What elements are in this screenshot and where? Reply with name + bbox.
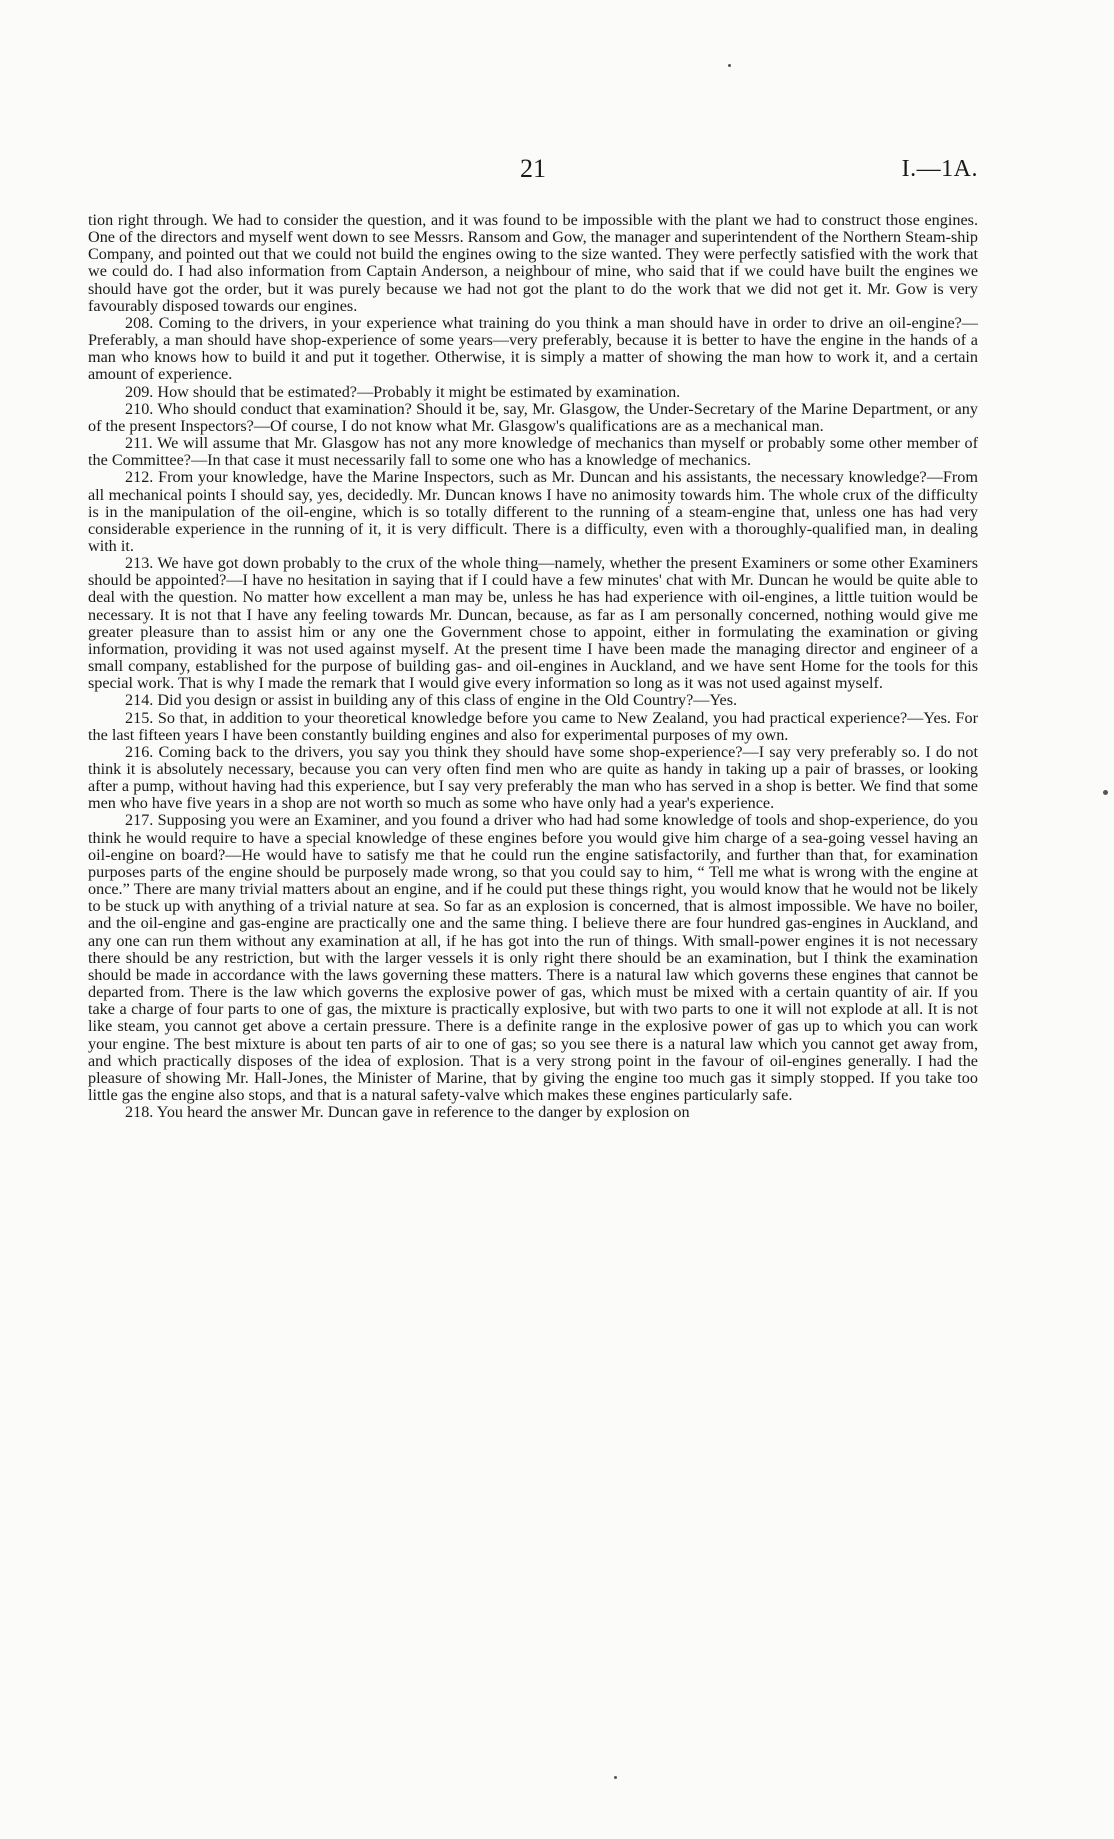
paragraph-216: 216. Coming back to the drivers, you say you think they should have some shop-experience?—I say very preferably so. I do not think it is absolutely necessary, because you can very often find men who are quite as handy in taking up a pair of brasses, or looking after a pump, without having had this experience, but I say very preferably the man who has served in a shop is better. We find that some men who have five years in a shop are not worth so much as some who have only had a year's experience. xyxy=(88,742,978,813)
paragraph-213: 213. We have got down probably to the crux of the whole thing—namely, whether the present Examiners or some other Examiners should be appointed?—I have no hesitation in saying that if I could have a few minutes' chat with Mr. Duncan he would be quite able to deal with the question. No matter how excellent a man may be, unless he has had experience with oil-engines, a little tuition would be necessary. It is not that I have any feeling towards Mr. Duncan, because, as far as I am personally concerned, nothing would give me greater pleasure than to assist him or any one the Government chose to appoint, either in formulating the examination or giving information, providing it was not used against myself. At the present time I have been made the managing director and engineer of a small company, established for the purpose of building gas- and oil-engines in Auckland, and we have sent Home for the tools for this special work. That is why I made the remark that I would give every information so long as it was not used against myself. xyxy=(88,554,978,693)
page-header xyxy=(88,154,978,188)
page-number: 21 xyxy=(520,154,546,183)
paragraph-212: 212. From your knowledge, have the Marine Inspectors, such as Mr. Duncan and his assistants, the necessary knowledge?—From all mechanical points I should say, yes, decidedly. Mr. Duncan knows I have no animosity towards him. The whole crux of the difficulty is in the manipulation of the oil-engine, which is so totally different to the running of a steam-engine that, unless one has had very considerable experience in the running of it, it is very difficult. There is a difficulty, even with a thoroughly-qualified man, in dealing with it. xyxy=(88,468,978,555)
body-text xyxy=(88,212,978,1121)
scan-speck xyxy=(614,1776,617,1779)
scan-speck xyxy=(728,64,731,67)
paragraph-209: 209. How should that be estimated?—Probably it might be estimated by examination. xyxy=(125,382,681,401)
paragraph-217: 217. Supposing you were an Examiner, and you found a driver who had had some knowledge of tools and shop-experience, do you think he would require to have a special knowledge of these engines before you would give him charge of a sea-going vessel having an oil-engine on board?—He would have to satisfy me that he could run the engine satisfactorily, and further than that, for examination purposes parts of the engine should be purposely made wrong, so that you could say to him, “ Tell me what is wrong with the engine at once.” There are many trivial matters about an engine, and if he could put these things right, you would know that he would not be likely to be stuck up with anything of a trivial nature at sea. So far as an explosion is concerned, that is almost impossible. We have no boiler, and the oil-engine and gas-engine are practically one and the same thing. I believe there are four hundred gas-engines in Auckland, and any one can run them without any examination at all, if he has got into the run of things. With small-power engines it is not necessary there should be any restriction, but with the larger vessels it is only right there should be an examination, but I think the examination should be made in accordance with the laws governing these matters. There is a natural law which governs these engines that cannot be departed from. There is the law which governs the explosive power of gas, which must be mixed with a certain quantity of air. If you take a charge of four parts to one of gas, the mixture is practically explosive, but with two parts to one it will not explode at all. It is not like steam, you cannot get above a certain pressure. There is a definite range in the explosive power of gas up to which you can work your engine. The best mixture is about ten parts of air to one of gas; so you see there is a natural law which you cannot get away from, and which practically disposes of the idea of explosion. That is a very strong point in the favour of oil-engines generally. I had the pleasure of showing Mr. Hall-Jones, the Minister of Marine, that by giving the engine too much gas it simply stopped. If you take too little gas the engine also stops, and that is a natural safety-valve which makes these engines particularly safe. xyxy=(88,811,978,1104)
document-reference: I.—1A. xyxy=(901,156,978,182)
paragraph-continuation: tion right through. We had to consider the question, and it was found to be impossible with the plant we had to construct those engines. One of the directors and myself went down to see Messrs. Ransom and Gow, the manager and superintendent of the Northern Steam-ship Company, and pointed out that we could not build the engines owing to the size wanted. They were perfectly satisfied with the work that we could do. I had also information from Captain Anderson, a neighbour of mine, who said that if we could have built the engines we should have got the order, but it was purely because we had not got the plant to do the work that we did not get it. Mr. Gow is very favourably disposed towards our engines. xyxy=(88,211,978,315)
paragraph-208: 208. Coming to the drivers, in your experience what training do you think a man should have in order to drive an oil-engine?—Preferably, a man should have shop-experience of some years—very preferably, because it is better to have the engine in the hands of a man who knows how to build it and put it together. Otherwise, it is simply a matter of showing the man how to work it, and a certain amount of experience. xyxy=(88,313,978,384)
paragraph-214: 214. Did you design or assist in building any of this class of engine in the Old Country?—Yes. xyxy=(125,691,738,710)
paragraph-210: 210. Who should conduct that examination? Should it be, say, Mr. Glasgow, the Under-Secretary of the Marine Department, or any of the present Inspectors?—Of course, I do not know what Mr. Glasgow's qualifications are as a mechanical man. xyxy=(88,399,978,435)
scan-speck xyxy=(1103,790,1108,795)
paragraph-215: 215. So that, in addition to your theoretical knowledge before you came to New Zealand, you had practical experience?—Yes. For the last fifteen years I have been constantly building engines and also for experimental purposes of my own. xyxy=(88,708,978,744)
paragraph-211: 211. We will assume that Mr. Glasgow has not any more knowledge of mechanics than myself or probably some other member of the Committee?—In that case it must necessarily fall to some one who has a knowledge of mechanics. xyxy=(88,434,978,470)
paragraph-218: 218. You heard the answer Mr. Duncan gave in reference to the danger by explosion on xyxy=(125,1103,690,1122)
